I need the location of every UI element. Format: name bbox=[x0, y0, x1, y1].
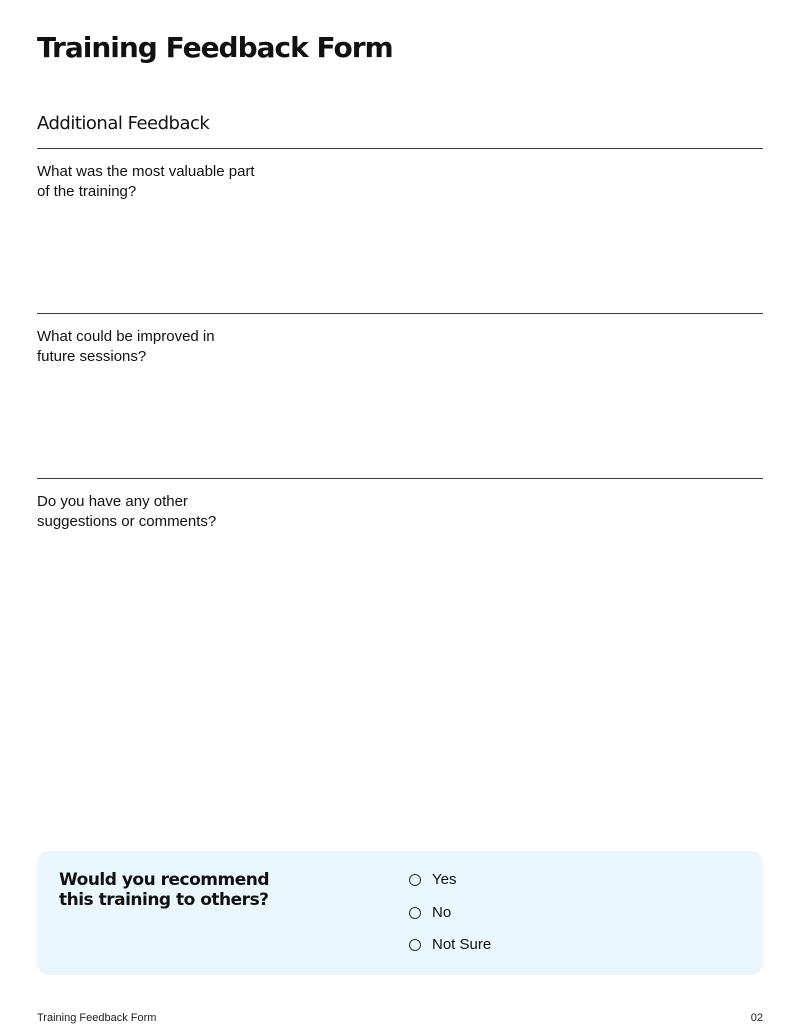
question-divider bbox=[37, 313, 763, 314]
recommend-question-line: Would you recommend bbox=[59, 870, 270, 890]
answer-area-other-comments[interactable] bbox=[37, 535, 763, 835]
question-valuable-part bbox=[37, 162, 297, 202]
footer-title: Training Feedback Form bbox=[37, 1012, 157, 1024]
question-other-comments bbox=[37, 492, 297, 532]
section-title: Additional Feedback bbox=[37, 113, 210, 134]
option-label: No bbox=[432, 903, 452, 921]
option-yes[interactable] bbox=[409, 869, 491, 891]
answer-area-improvements[interactable] bbox=[37, 370, 763, 474]
recommend-question bbox=[59, 870, 269, 910]
question-improvements bbox=[37, 327, 297, 367]
page-title: Training Feedback Form bbox=[37, 31, 393, 64]
answer-area-valuable-part[interactable] bbox=[37, 205, 763, 309]
radio-button[interactable] bbox=[409, 874, 421, 886]
question-text-line: future sessions? bbox=[37, 348, 147, 365]
question-text-line: suggestions or comments? bbox=[37, 513, 217, 530]
page-number: 02 bbox=[750, 1012, 763, 1024]
radio-button[interactable] bbox=[409, 939, 421, 951]
recommend-options bbox=[409, 869, 491, 967]
option-no[interactable] bbox=[409, 902, 491, 924]
section-divider bbox=[37, 148, 763, 149]
recommend-question-line: this training to others? bbox=[59, 890, 269, 910]
question-text-line: Do you have any other bbox=[37, 493, 188, 510]
recommend-panel bbox=[37, 851, 763, 975]
option-label: Yes bbox=[432, 871, 457, 888]
option-label: Not Sure bbox=[432, 936, 492, 953]
option-not-sure[interactable] bbox=[409, 934, 491, 956]
question-text-line: What could be improved in bbox=[37, 328, 215, 345]
radio-button[interactable] bbox=[409, 907, 421, 919]
question-divider bbox=[37, 478, 763, 479]
question-text-line: of the training? bbox=[37, 183, 137, 200]
question-text-line: What was the most valuable part bbox=[37, 163, 255, 180]
